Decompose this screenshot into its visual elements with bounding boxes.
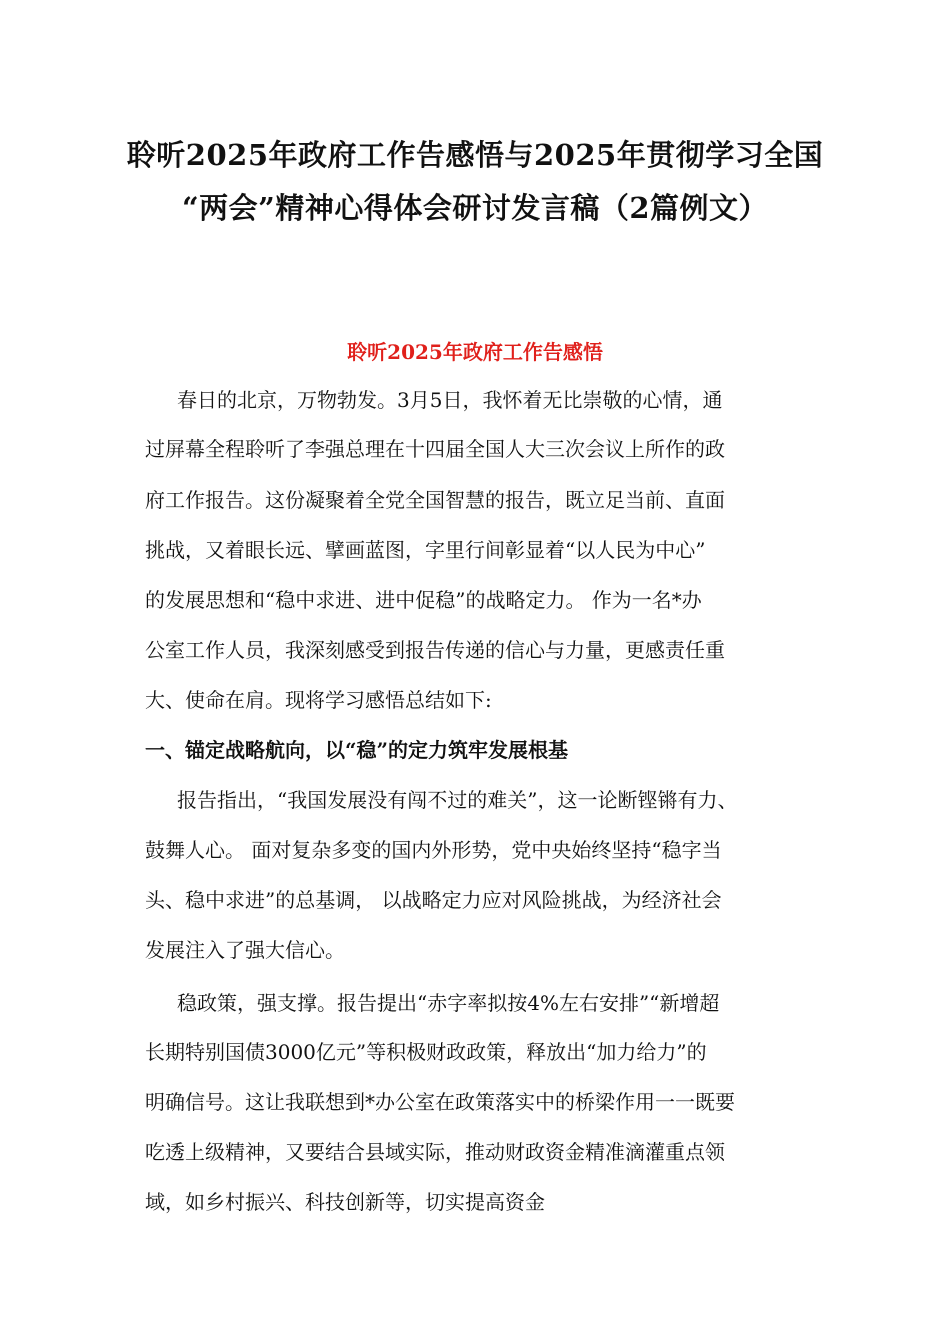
- paragraph-line: 过屏幕全程聆听了李强总理在十四届全国人大三次会议上所作的政: [145, 437, 725, 461]
- paragraph-line: 挑战，又着眼长远、擘画蓝图，字里行间彰显着“以人民为中心”: [145, 538, 706, 562]
- paragraph-line: 明确信号。这让我联想到*办公室在政策落实中的桥梁作用一一既要: [145, 1090, 735, 1114]
- paragraph-line: 稳政策，强支撑。报告提出“赤字率拟按4%左右安排”“新增超: [177, 991, 720, 1015]
- paragraph-line: 大、使命在肩。现将学习感悟总结如下:: [145, 688, 492, 712]
- paragraph-line: 春日的北京，万物勃发。3月5日，我怀着无比崇敬的心情，通: [177, 388, 723, 412]
- paragraph-line: 长期特别国债3000亿元”等积极财政政策，释放出“加力给力”的: [145, 1040, 707, 1064]
- paragraph-line: 发展注入了强大信心。: [145, 938, 345, 962]
- section-heading: 一、锚定战略航向，以“稳”的定力筑牢发展根基: [145, 738, 569, 762]
- paragraph-line: 府工作报告。这份凝聚着全党全国智慧的报告，既立足当前、直面: [145, 488, 725, 512]
- paragraph-line: 鼓舞人心。 面对复杂多变的国内外形势，党中央始终坚持“稳字当: [145, 838, 722, 862]
- paragraph-line: 公室工作人员，我深刻感受到报告传递的信心与力量，更感责任重: [145, 638, 725, 662]
- paragraph-line: 域，如乡村振兴、科技创新等，切实提高资金: [145, 1190, 545, 1214]
- paragraph-line: 报告指出，“我国发展没有闯不过的难关”，这一论断铿锵有力、: [177, 788, 738, 812]
- document-title-line-1: 聆听2025年政府工作告感悟与2025年贯彻学习全国: [126, 138, 824, 172]
- document-title-line-2: “两会”精神心得体会研讨发言稿（2篇例文）: [181, 191, 769, 225]
- section-title: 聆听2025年政府工作告感悟: [347, 340, 603, 364]
- paragraph-line: 头、稳中求进”的总基调， 以战略定力应对风险挑战，为经济社会: [145, 888, 722, 912]
- paragraph-line: 的发展思想和“稳中求进、进中促稳”的战略定力。 作为一名*办: [145, 588, 702, 612]
- paragraph-line: 吃透上级精神，又要结合县域实际，推动财政资金精准滴灌重点领: [145, 1140, 725, 1164]
